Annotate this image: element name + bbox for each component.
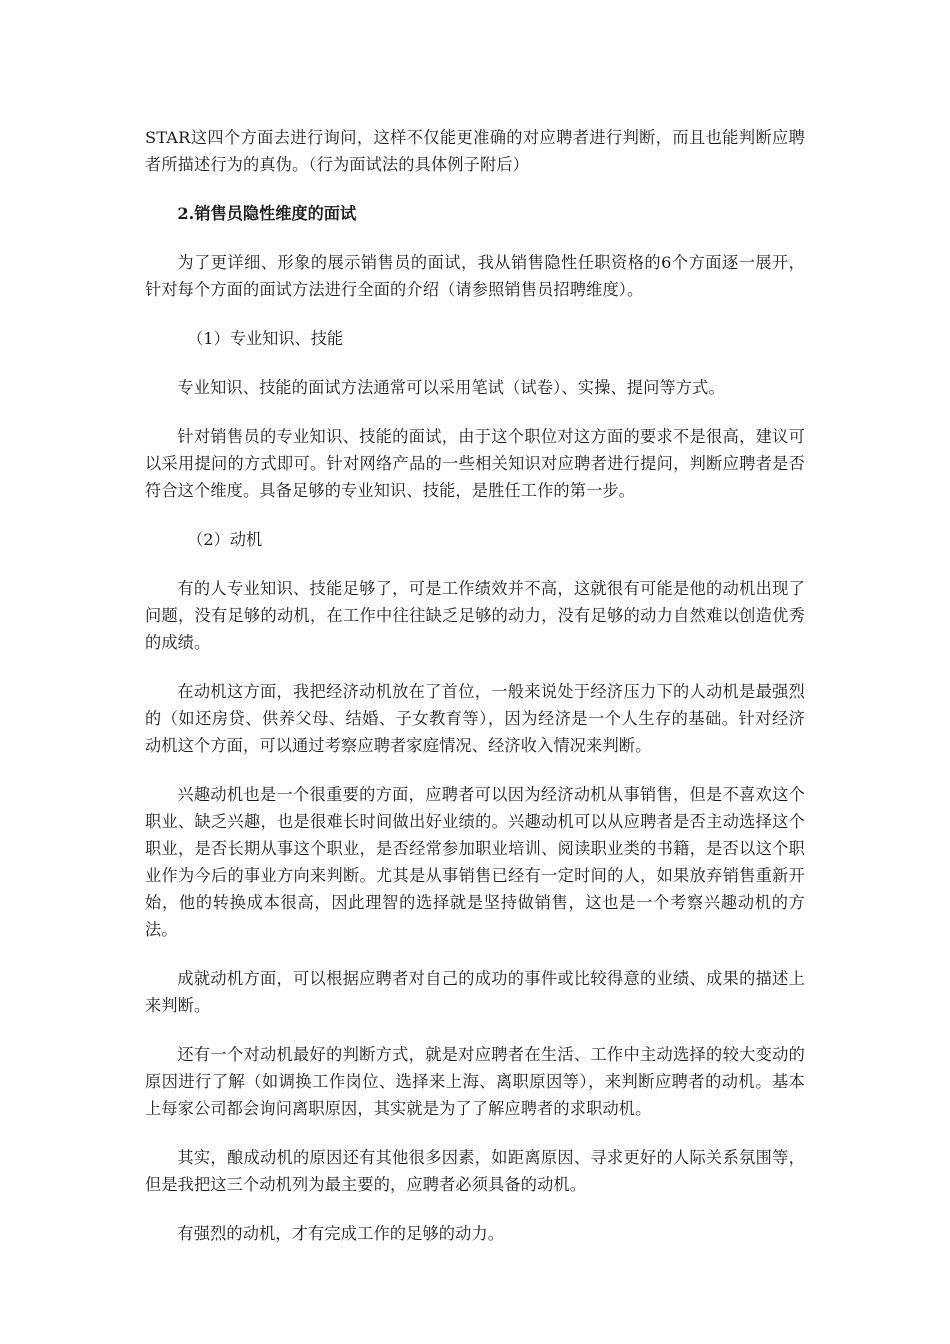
document-body — [145, 124, 805, 1247]
paragraph-motive-intro: 有的人专业知识、技能足够了，可是工作绩效并不高，这就很有可能是他的动机出现了问题，没有足够的动机，在工作中往往缺乏足够的动力，没有足够的动力自然难以创造优秀的成绩。 — [145, 579, 805, 652]
paragraph-conclusion: 有强烈的动机，才有完成工作的足够的动力。 — [177, 1224, 505, 1243]
paragraph-achievement-motive: 成就动机方面，可以根据应聘者对自己的成功的事件或比较得意的业绩、成果的描述上来判断。 — [145, 969, 805, 1015]
paragraph-knowledge-method: 专业知识、技能的面试方法通常可以采用笔试（试卷）、实操、提问等方式。 — [177, 378, 725, 397]
paragraph-knowledge-detail: 针对销售员的专业知识、技能的面试，由于这个职位对这方面的要求不是很高，建议可以采用提问的方式即可。针对网络产品的一些相关知识对应聘者进行提问，判断应聘者是否符合这个维度。具备足够的专业知识、技能，是胜任工作的第一步。 — [145, 427, 805, 500]
paragraph-overview: 为了更详细、形象的展示销售员的面试，我从销售隐性任职资格的6个方面逐一展开，针对每个方面的面试方法进行全面的介绍（请参照销售员招聘维度）。 — [145, 253, 805, 299]
paragraph-economic-motive: 在动机这方面，我把经济动机放在了首位，一般来说处于经济压力下的人动机是最强烈的（如还房贷、供养父母、结婚、子女教育等），因为经济是一个人生存的基础。针对经济动机这个方面，可以通过考察应聘者家庭情况、经济收入情况来判断。 — [145, 682, 805, 755]
paragraph-intro: STAR这四个方面去进行询问，这样不仅能更准确的对应聘者进行判断，而且也能判断应聘者所描述行为的真伪。（行为面试法的具体例子附后） — [145, 128, 805, 174]
subheading-knowledge: （1）专业知识、技能 — [187, 329, 344, 348]
subheading-motive: （2）动机 — [187, 530, 263, 549]
paragraph-interest-motive: 兴趣动机也是一个很重要的方面，应聘者可以因为经济动机从事销售，但是不喜欢这个职业、缺乏兴趣，也是很难长时间做出好业绩的。兴趣动机可以从应聘者是否主动选择这个职业，是否长期从事这个职业，是否经常参加职业培训、阅读职业类的书籍，是否以这个职业作为今后的事业方向来判断。尤其是从事销售已经有一定时间的人，如果放弃销售重新开始，他的转换成本很高，因此理智的选择就是坚持做销售，这也是一个考察兴趣动机的方法。 — [145, 785, 805, 939]
section-heading: 2.销售员隐性维度的面试 — [177, 204, 357, 223]
paragraph-other-factors: 其实，酿成动机的原因还有其他很多因素，如距离原因、寻求更好的人际关系氛围等，但是我把这三个动机列为最主要的，应聘者必须具备的动机。 — [145, 1148, 805, 1194]
paragraph-change-motive: 还有一个对动机最好的判断方式，就是对应聘者在生活、工作中主动选择的较大变动的原因进行了解（如调换工作岗位、选择来上海、离职原因等），来判断应聘者的动机。基本上每家公司都会询问离职原因，其实就是为了了解应聘者的求职动机。 — [145, 1045, 805, 1118]
